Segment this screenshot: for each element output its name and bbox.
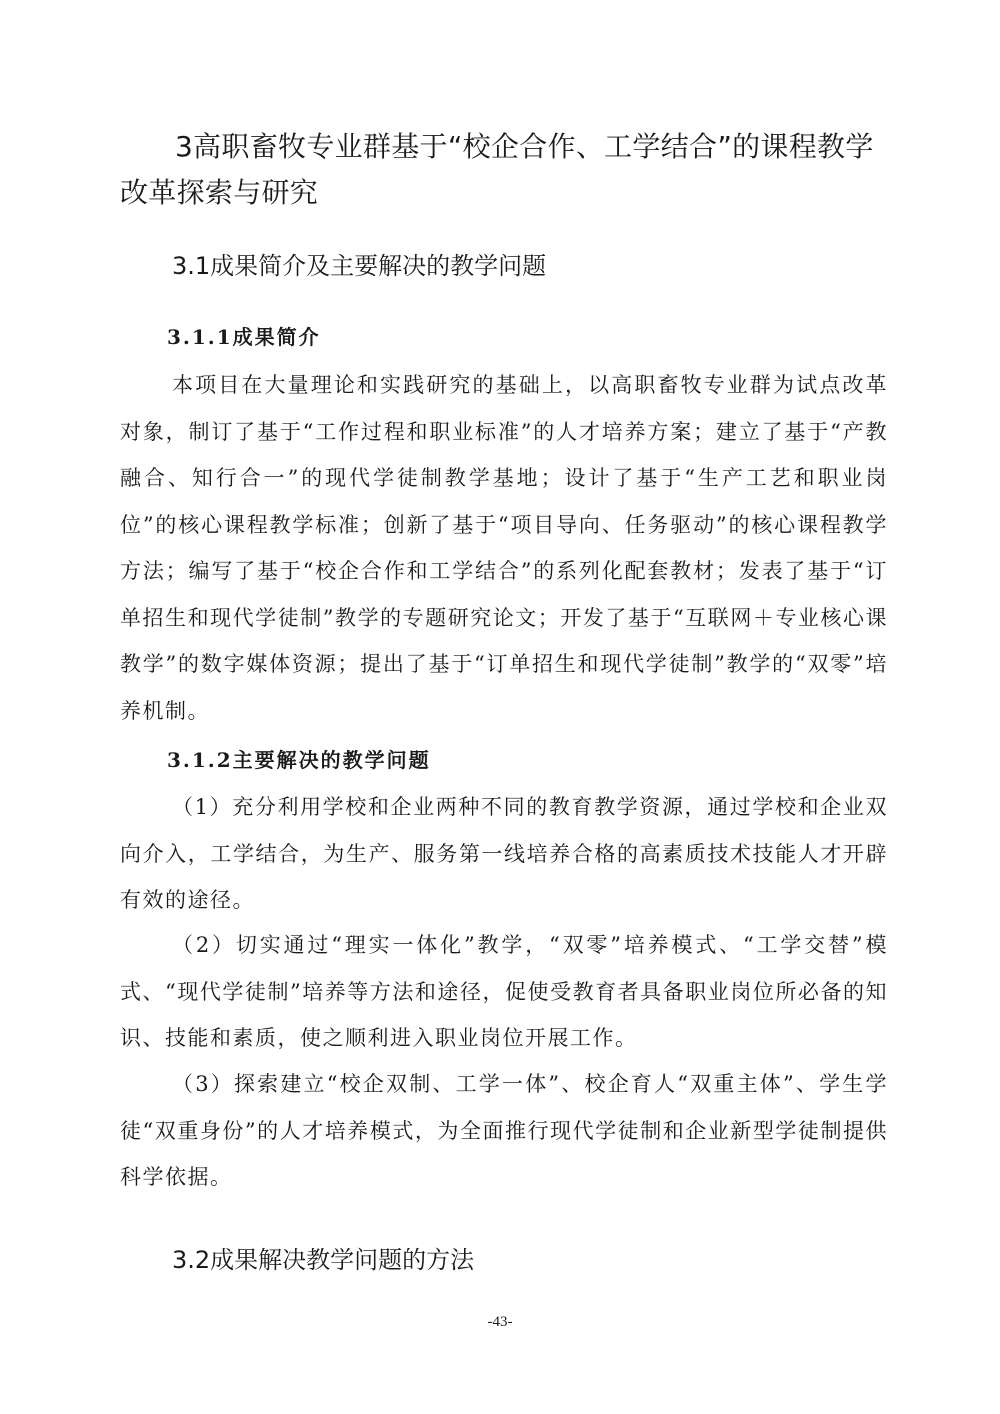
subsection-heading-3-1-2: 3.1.2主要解决的教学问题 [167,748,431,772]
subsection-heading-3-1-1: 3.1.1成果简介 [167,325,321,349]
section-heading-3-1: 3.1成果简介及主要解决的教学问题 [172,252,547,280]
paragraph-problem-1: （1）充分利用学校和企业两种不同的教育教学资源，通过学校和企业双向介入，工学结合，为生产、服务第一线培养合格的高素质技术技能人才开辟有效的途径。 [120,795,888,912]
paragraph-problem-3: （3）探索建立“校企双制、工学一体”、校企育人“双重主体”、学生学徒“双重身份”的人才培养模式，为全面推行现代学徒制和企业新型学徒制提供科学依据。 [120,1072,888,1189]
chapter-title: 3高职畜牧专业群基于“校企合作、工学结合”的课程教学改革探索与研究 [120,130,874,209]
section-heading-3-2: 3.2成果解决教学问题的方法 [172,1246,475,1274]
paragraph-problem-2: （2）切实通过“理实一体化”教学，“双零”培养模式、“工学交替”模式、“现代学徒制”培养等方法和途径，促使受教育者具备职业岗位所必备的知识、技能和素质，使之顺利进入职业岗位开展工作。 [120,933,888,1050]
page-number: -43- [487,1314,513,1330]
paragraph-achievement-summary: 本项目在大量理论和实践研究的基础上，以高职畜牧专业群为试点改革对象，制订了基于“工作过程和职业标准”的人才培养方案；建立了基于“产教融合、知行合一”的现代学徒制教学基地；设计了基于“生产工艺和职业岗位”的核心课程教学标准；创新了基于“项目导向、任务驱动”的核心课程教学方法；编写了基于“校企合作和工学结合”的系列化配套教材；发表了基于“订单招生和现代学徒制”教学的专题研究论文；开发了基于“互联网＋专业核心课教学”的数字媒体资源；提出了基于“订单招生和现代学徒制”教学的“双零”培养机制。 [120,373,888,723]
